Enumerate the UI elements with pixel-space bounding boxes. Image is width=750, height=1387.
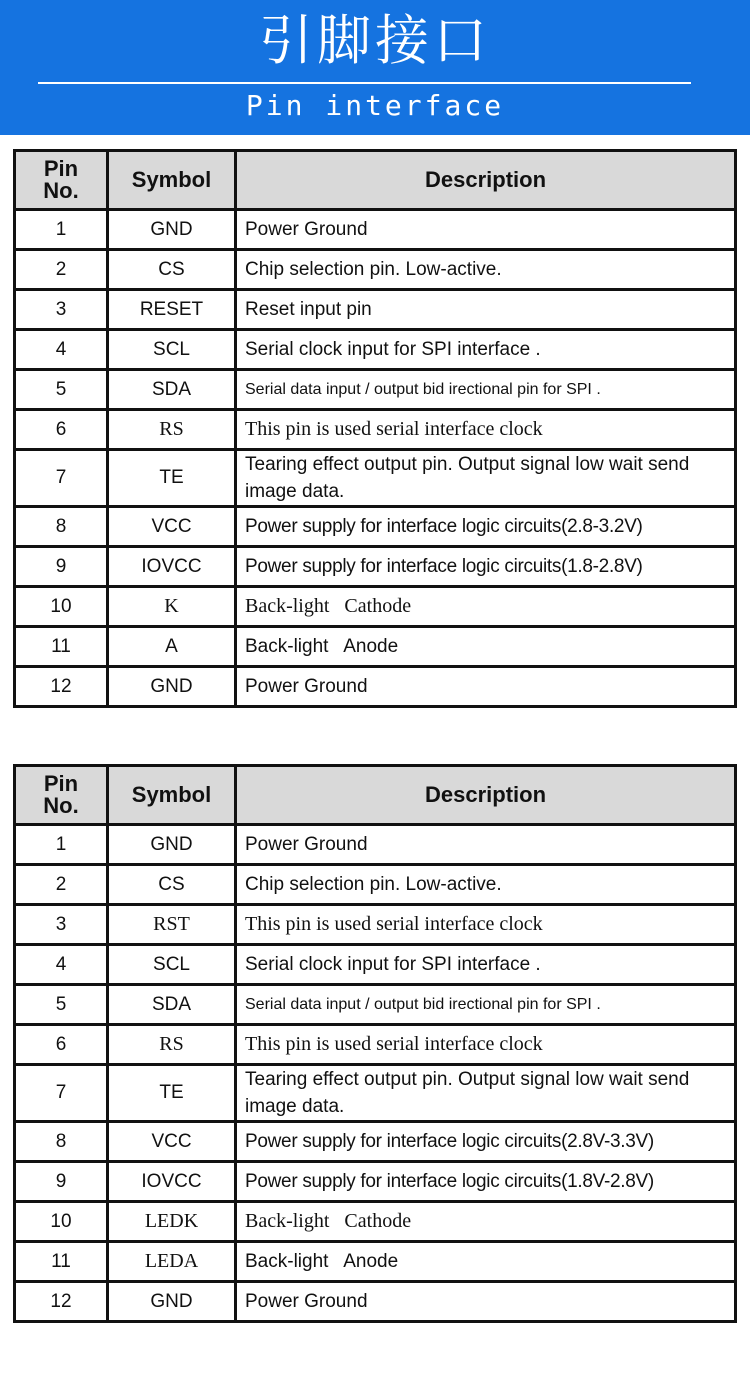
- pin-symbol: LEDK: [108, 1202, 236, 1242]
- table-row: [15, 370, 736, 410]
- pin-symbol: IOVCC: [108, 547, 236, 587]
- pin-symbol: GND: [108, 667, 236, 707]
- pin-number: 2: [15, 865, 108, 905]
- table-row: [15, 1065, 736, 1122]
- pin-description: Chip selection pin. Low-active.: [236, 865, 736, 905]
- pin-number: 12: [15, 1282, 108, 1322]
- pin-description: Power Ground: [236, 210, 736, 250]
- pin-symbol: IOVCC: [108, 1162, 236, 1202]
- pin-number: 6: [15, 410, 108, 450]
- pin-number: 5: [15, 370, 108, 410]
- table-header-row: [15, 151, 736, 210]
- pin-number: 9: [15, 1162, 108, 1202]
- pin-symbol: GND: [108, 210, 236, 250]
- pin-number: 6: [15, 1025, 108, 1065]
- pin-symbol: SDA: [108, 985, 236, 1025]
- table-row: [15, 905, 736, 945]
- pin-description: Power supply for interface logic circuits(2.8V-3.3V): [236, 1122, 736, 1162]
- pin-number: 11: [15, 1242, 108, 1282]
- pin-symbol: CS: [108, 865, 236, 905]
- pin-description: Tearing effect output pin. Output signal low wait send image data.: [236, 1065, 736, 1122]
- pin-symbol: A: [108, 627, 236, 667]
- pin-symbol: RST: [108, 905, 236, 945]
- table-row: [15, 330, 736, 370]
- table-row: [15, 1282, 736, 1322]
- pin-description: Back-light Anode: [236, 627, 736, 667]
- table-row: [15, 1242, 736, 1282]
- pin-number: 7: [15, 450, 108, 507]
- table-row: [15, 290, 736, 330]
- pin-number: 2: [15, 250, 108, 290]
- pin-table-1: [13, 149, 737, 708]
- pin-symbol: K: [108, 587, 236, 627]
- pin-description: Power Ground: [236, 1282, 736, 1322]
- pin-description: This pin is used serial interface clock: [236, 905, 736, 945]
- pin-description: This pin is used serial interface clock: [236, 1025, 736, 1065]
- table-row: [15, 945, 736, 985]
- table-row: [15, 985, 736, 1025]
- table-row: [15, 250, 736, 290]
- pin-symbol: VCC: [108, 507, 236, 547]
- pin-description: Serial clock input for SPI interface .: [236, 330, 736, 370]
- pin-description: Chip selection pin. Low-active.: [236, 250, 736, 290]
- pin-description: Back-light Cathode: [236, 1202, 736, 1242]
- pin-description: Serial data input / output bid irectional pin for SPI .: [236, 985, 736, 1025]
- pin-description: Serial clock input for SPI interface .: [236, 945, 736, 985]
- table-row: [15, 547, 736, 587]
- pin-number: 9: [15, 547, 108, 587]
- table-header-row: [15, 766, 736, 825]
- pin-description: Reset input pin: [236, 290, 736, 330]
- pin-symbol: SCL: [108, 330, 236, 370]
- table-row: [15, 1162, 736, 1202]
- table-row: [15, 627, 736, 667]
- pin-symbol: VCC: [108, 1122, 236, 1162]
- pin-symbol: GND: [108, 825, 236, 865]
- pin-symbol: RESET: [108, 290, 236, 330]
- page-subtitle: Pin interface: [245, 89, 505, 122]
- header-symbol: Symbol: [108, 151, 236, 210]
- title-divider: [38, 82, 691, 84]
- pin-description: Back-light Cathode: [236, 587, 736, 627]
- pin-number: 8: [15, 507, 108, 547]
- pin-description: Power supply for interface logic circuits(1.8V-2.8V): [236, 1162, 736, 1202]
- header-symbol: Symbol: [108, 766, 236, 825]
- pin-number: 3: [15, 290, 108, 330]
- header-pin-no: Pin No.: [15, 766, 108, 825]
- pin-description: Power Ground: [236, 825, 736, 865]
- table-row: [15, 865, 736, 905]
- table-row: [15, 667, 736, 707]
- table-row: [15, 1202, 736, 1242]
- pin-number: 10: [15, 587, 108, 627]
- pin-number: 12: [15, 667, 108, 707]
- table-row: [15, 450, 736, 507]
- table-row: [15, 210, 736, 250]
- pin-number: 10: [15, 1202, 108, 1242]
- pin-number: 4: [15, 330, 108, 370]
- pin-symbol: LEDA: [108, 1242, 236, 1282]
- pin-number: 4: [15, 945, 108, 985]
- table-row: [15, 1025, 736, 1065]
- pin-symbol: RS: [108, 1025, 236, 1065]
- pin-description: Back-light Anode: [236, 1242, 736, 1282]
- header-description: Description: [236, 151, 736, 210]
- table-row: [15, 587, 736, 627]
- pin-symbol: SDA: [108, 370, 236, 410]
- pin-number: 11: [15, 627, 108, 667]
- pin-description: Tearing effect output pin. Output signal low wait send image data.: [236, 450, 736, 507]
- table-row: [15, 410, 736, 450]
- pin-description: Serial data input / output bid irectional pin for SPI .: [236, 370, 736, 410]
- page-title: 引脚接口: [259, 9, 491, 72]
- pin-description: Power supply for interface logic circuits(2.8-3.2V): [236, 507, 736, 547]
- pin-number: 1: [15, 210, 108, 250]
- pin-description: Power supply for interface logic circuits(1.8-2.8V): [236, 547, 736, 587]
- pin-symbol: TE: [108, 1065, 236, 1122]
- pin-description: Power Ground: [236, 667, 736, 707]
- pin-number: 1: [15, 825, 108, 865]
- pin-table-2: [13, 764, 737, 1323]
- table-row: [15, 1122, 736, 1162]
- header-pin-no: Pin No.: [15, 151, 108, 210]
- header-description: Description: [236, 766, 736, 825]
- pin-symbol: CS: [108, 250, 236, 290]
- header-banner: [0, 0, 750, 135]
- pin-number: 5: [15, 985, 108, 1025]
- pin-symbol: GND: [108, 1282, 236, 1322]
- table-row: [15, 507, 736, 547]
- pin-symbol: SCL: [108, 945, 236, 985]
- pin-number: 7: [15, 1065, 108, 1122]
- pin-description: This pin is used serial interface clock: [236, 410, 736, 450]
- table-row: [15, 825, 736, 865]
- pin-symbol: RS: [108, 410, 236, 450]
- pin-number: 3: [15, 905, 108, 945]
- pin-number: 8: [15, 1122, 108, 1162]
- pin-symbol: TE: [108, 450, 236, 507]
